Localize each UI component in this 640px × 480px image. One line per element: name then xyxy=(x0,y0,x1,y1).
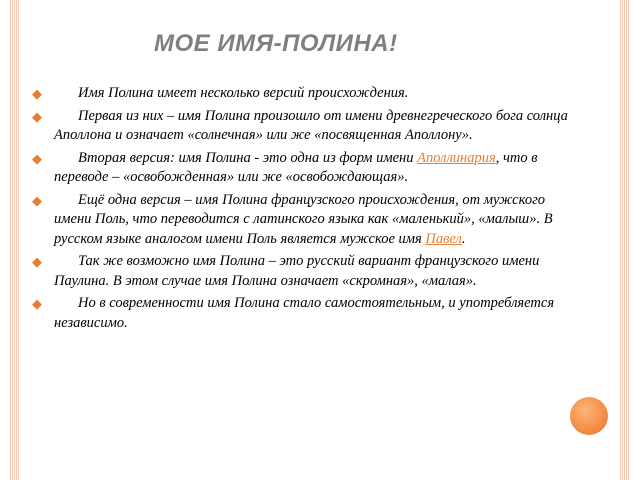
bullet-item xyxy=(32,84,572,104)
bullet-item xyxy=(32,191,572,250)
bullet-item xyxy=(32,107,572,146)
left-stripe-decoration xyxy=(10,0,20,480)
bullet-item xyxy=(32,149,572,188)
bullet-item xyxy=(32,294,572,333)
bullet-list xyxy=(32,84,572,336)
bullet-text: . xyxy=(461,230,466,247)
bullet-text: Первая из них – имя Полина произошло от имени древнегреческого бога солнца Аполлона и означает «солнечная» или же «посвященная Аполлону». xyxy=(54,107,568,143)
bullet-text: , что в переводе – «освобожденная» или же «освобождающая». xyxy=(54,149,538,185)
diamond-bullet-icon: ◆ xyxy=(32,254,42,269)
diamond-bullet-icon: ◆ xyxy=(32,150,42,166)
apollinaria-link[interactable]: Аполлинария xyxy=(417,149,496,166)
orange-circle-icon xyxy=(570,397,608,435)
diamond-bullet-icon: ◆ xyxy=(32,86,42,101)
bullet-text: Вторая версия: имя Полина - это одна из форм имени xyxy=(78,149,418,166)
pavel-link[interactable]: Павел xyxy=(425,230,462,247)
bullet-text: Так же возможно имя Полина – это русский вариант французского имени Паулина. В этом случае имя Полина означает «скромная», «малая». xyxy=(54,253,540,289)
diamond-bullet-icon: ◆ xyxy=(32,296,42,311)
bullet-text: Но в современности имя Полина стало самостоятельным, и употребляется независимо. xyxy=(54,295,555,331)
bullet-item xyxy=(32,252,572,291)
bullet-text: Ещё одна версия – имя Полина французского происхождения, от мужского имени Поль, что переводится с латинского языка как «маленький», «малыш». В русском языке аналогом имени Поль является мужское имя xyxy=(54,191,553,247)
bullet-text: Имя Полина имеет несколько версий происхождения. xyxy=(78,85,409,101)
slide-title: МОЕ ИМЯ-ПОЛИНА! xyxy=(154,30,398,57)
diamond-bullet-icon: ◆ xyxy=(32,192,42,208)
diamond-bullet-icon: ◆ xyxy=(32,108,42,124)
right-stripe-decoration xyxy=(620,0,630,480)
